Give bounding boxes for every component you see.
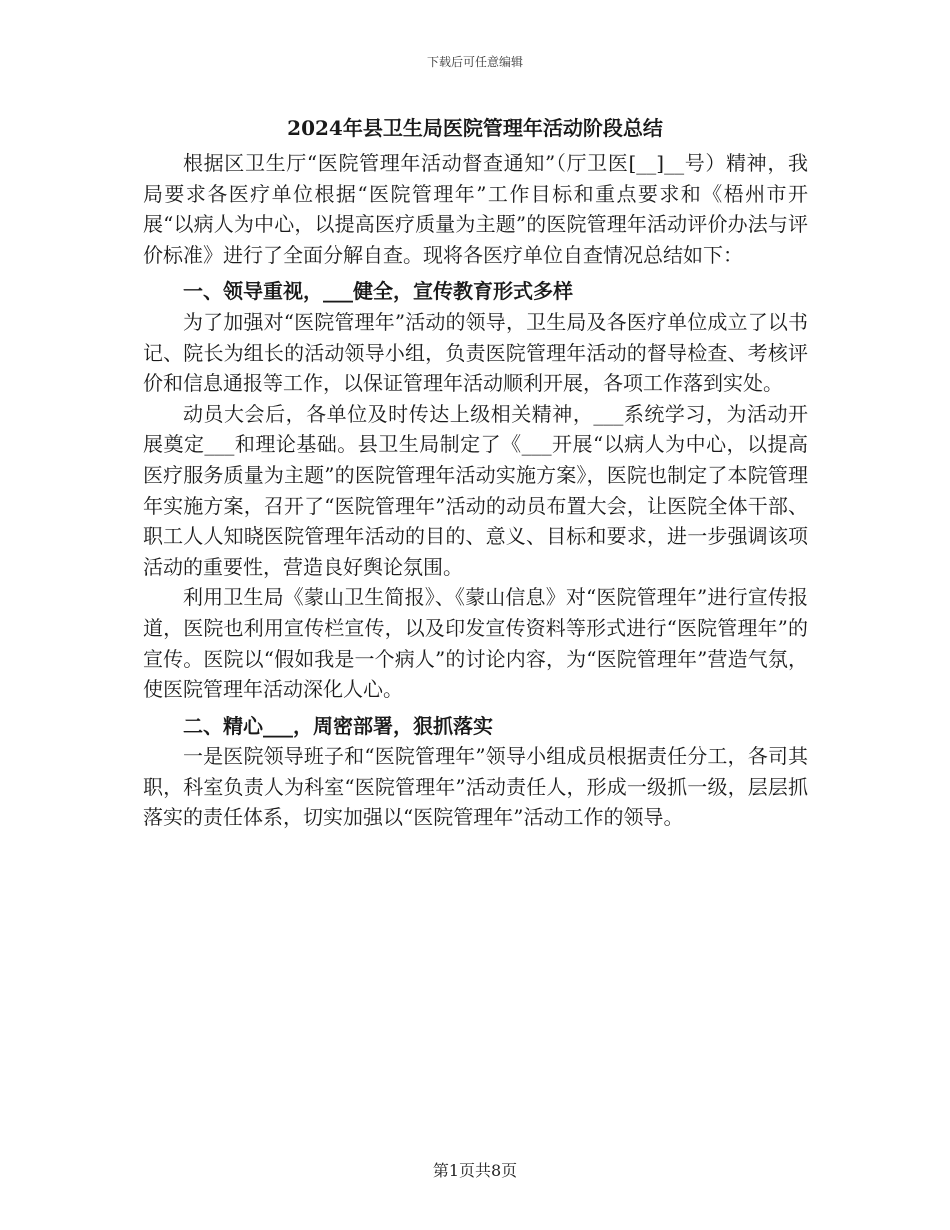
body-paragraph: 动员大会后，各单位及时传达上级相关精神，___系统学习，为活动开展奠定___和理论基础。县卫生局制定了《___开展“以病人为中心，以提高医疗服务质量为主题”的医院管理年活动实施方案》，医院也制定了本院管理年实施方案，召开了“医院管理年”活动的动员布置大会，让医院全体干部、职工人人知晓医院管理年活动的目的、意义、目标和要求，进一步强调该项活动的重要性，营造良好舆论氛围。 (143, 401, 808, 579)
header-note: 下载后可任意编辑 (426, 55, 523, 69)
section-heading-1: 一、领导重视，___健全，宣传教育形式多样 (183, 279, 573, 304)
intro-paragraph: 根据区卫生厅“医院管理年活动督查通知”（厅卫医[__]__号）精神，我局要求各医疗单位根据“医院管理年”工作目标和重点要求和《梧州市开展“以病人为中心，以提高医疗质量为主题”的医院管理年活动评价办法与评价标准》进行了全面分解自查。现将各医疗单位自查情况总结如下： (143, 151, 808, 267)
body-paragraph: 一是医院领导班子和“医院管理年”领导小组成员根据责任分工，各司其职，科室负责人为科室“医院管理年”活动责任人，形成一级抓一级，层层抓落实的责任体系，切实加强以“医院管理年”活动工作的领导。 (143, 744, 808, 830)
document-title: 2024年县卫生局医院管理年活动阶段总结 (287, 116, 663, 140)
body-paragraph: 利用卫生局《蒙山卫生简报》、《蒙山信息》对“医院管理年”进行宣传报道，医院也利用宣传栏宣传，以及印发宣传资料等形式进行“医院管理年”的宣传。医院以“假如我是一个病人”的讨论内容，为“医院管理年”营造气氛，使医院管理年活动深化人心。 (143, 585, 808, 702)
section-heading-2: 二、精心___，周密部署，狠抓落实 (183, 713, 493, 738)
document-body (143, 148, 808, 833)
page-footer: 第1页共8页 (432, 1161, 518, 1180)
body-paragraph: 为了加强对“医院管理年”活动的领导，卫生局及各医疗单位成立了以书记、院长为组长的活动领导小组，负责医院管理年活动的督导检查、考核评价和信息通报等工作，以保证管理年活动顺利开展，各项工作落到实处。 (143, 309, 808, 396)
